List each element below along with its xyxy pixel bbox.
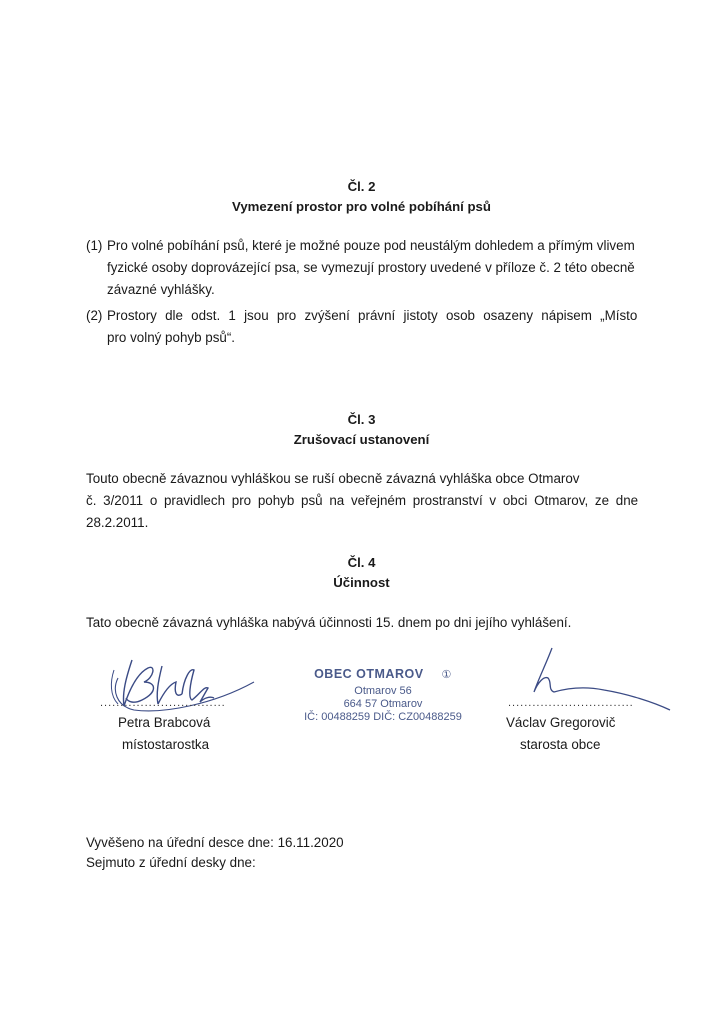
art3-number: Čl. 3: [347, 412, 376, 427]
official-stamp: [288, 668, 478, 724]
paragraph-number: (1): [86, 238, 103, 253]
paragraph-line: č. 3/2011 o pravidlech pro pohyb psů na veřejném prostranství v obci Otmarov, ze dne: [86, 493, 639, 508]
paragraph-line: fyzické osoby doprovázející psa, se vymezují prostory uvedené v příloze č. 2 této obecně: [107, 260, 635, 275]
paragraph-line: Prostory dle odst. 1 jsou pro zvýšení právní jistoty osob osazeny nápisem „Místo: [107, 308, 638, 323]
posted-date: Vyvěšeno na úřední desce dne: 16.11.2020: [86, 835, 344, 850]
art2-number: Čl. 2: [347, 179, 376, 194]
signature-line-right: ...............................: [508, 697, 634, 709]
art4-paragraph: Tato obecně závazná vyhláška nabývá účinnosti 15. dnem po dni jejího vyhlášení.: [86, 615, 572, 630]
stamp-municipality: OBEC OTMAROV: [314, 667, 424, 681]
signatory-left-role: místostarostka: [122, 737, 210, 752]
art4-title: Účinnost: [333, 575, 390, 590]
paragraph-line: závazné vyhlášky.: [107, 282, 215, 297]
removed-date: Sejmuto z úřední desky dne:: [86, 855, 256, 870]
stamp-ids: IČ: 00488259 DIČ: CZ00488259: [304, 711, 462, 723]
paragraph-line: 28.2.2011.: [86, 515, 149, 530]
art3-title: Zrušovací ustanovení: [293, 432, 430, 447]
art4-number: Čl. 4: [347, 555, 376, 570]
signatory-right-name: Václav Gregorovič: [506, 715, 616, 730]
stamp-address-1: Otmarov 56: [354, 685, 412, 697]
paragraph-line: Touto obecně závaznou vyhláškou se ruší obecně závazná vyhláška obce Otmarov: [86, 471, 580, 486]
signatory-right-role: starosta obce: [520, 737, 601, 752]
paragraph-line: Pro volné pobíhání psů, které je možné pouze pod neustálým dohledem a přímým vlivem: [107, 238, 635, 253]
art2-title: Vymezení prostor pro volné pobíhání psů: [232, 199, 491, 214]
stamp-name: [288, 668, 478, 682]
stamp-address-2: 664 57 Otmarov: [343, 698, 423, 710]
signatory-left-name: Petra Brabcová: [118, 715, 211, 730]
signature-line-left: ...............................: [100, 697, 226, 709]
stamp-circle-number: ①: [441, 669, 452, 681]
paragraph-line: pro volný pohyb psů“.: [107, 330, 236, 345]
paragraph-number: (2): [86, 308, 103, 323]
